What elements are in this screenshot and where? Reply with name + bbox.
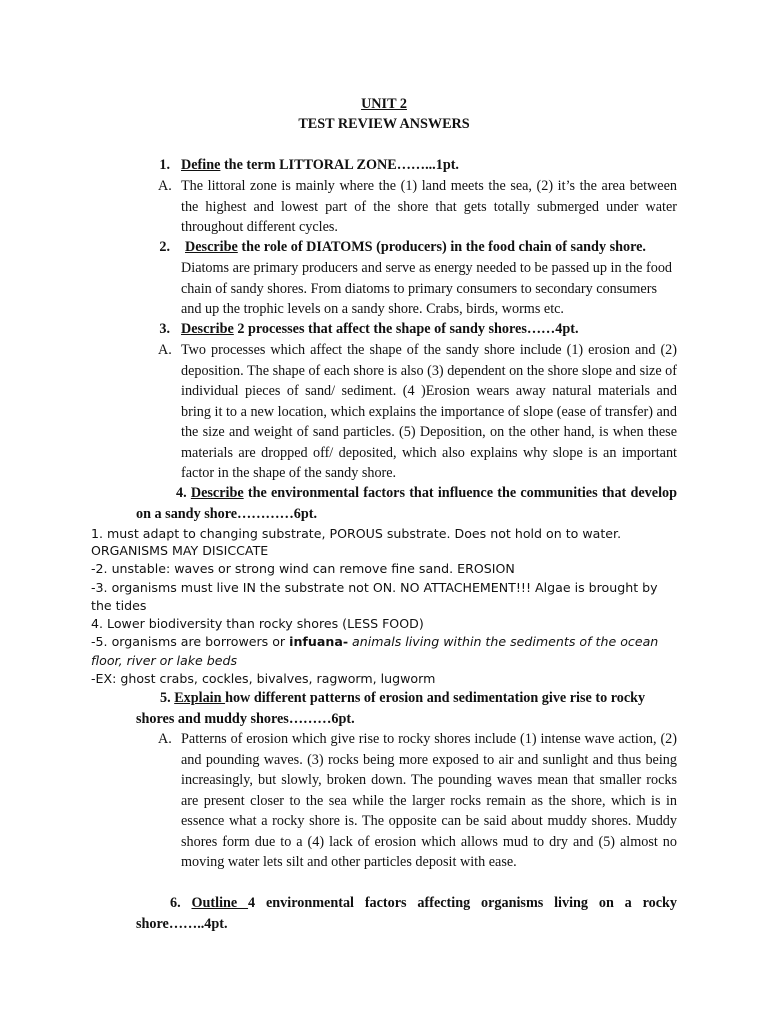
q5-prompt-text: how different patterns of erosion and sedimentation give rise to rocky shores and muddy shores………6pt.: [136, 690, 646, 727]
q4-verb: Describe: [190, 485, 244, 501]
q5-number: 5.: [160, 690, 171, 706]
q4-note-2: -2. unstable: waves or strong wind can remove fine sand. EROSION: [91, 561, 515, 576]
q6-verb: Outline: [191, 895, 249, 911]
document-title: TEST REVIEW ANSWERS: [298, 116, 470, 132]
q3-number: 3.: [159, 321, 170, 337]
q5-answer: Patterns of erosion which give rise to rocky shores include (1) intense wave action, (2) and pounding waves. (3) rocks being more exposed to air and sunlight and thus being increasingly, but slowly, broken down. The pounding waves mean that smaller rocks are present closer to the sea while the larger rocks remain as the shore, which is in essence what a rocky shore is. The opposite can be said about muddy shores. Muddy shores form due to a (4) lack of erosion which allows mud to dry and (5) almost no moving water lets silt and other particles deposit with ease.: [181, 731, 677, 870]
q6-number: 6.: [170, 895, 181, 911]
q2-verb: Describe: [185, 239, 238, 255]
q1-answer-letter: A.: [158, 178, 172, 194]
q3-answer: Two processes which affect the shape of the sandy shore include (1) erosion and (2) deposition. The shape of each shore is also (3) dependent on the shore slope and size of individual pieces of sand/ sediment. (4 )Erosion wears away natural materials and bring it to a new location, which explains the importance of slope (ease of transfer) and the size and weight of sand particles. (5) Deposition, on the other hand, is when these materials are dropped off/ deposited, which also explains why slope is an important factor in the shape of the sandy shore.: [181, 342, 677, 481]
q4-note-5b: floor, river or lake beds: [91, 653, 238, 668]
q1-verb: Define: [181, 157, 221, 173]
q6-prompt-text: 4 environmental factors affecting organisms living on a rocky shore……..4pt.: [136, 895, 677, 932]
q3-prompt-text: 2 processes that affect the shape of sandy shores……4pt.: [233, 321, 579, 337]
q5-verb: Explain: [174, 690, 226, 706]
q3-prompt: [181, 319, 681, 340]
q4-prompt-text: the environmental factors that influence the communities that develop on a sandy shore…………6pt.: [136, 485, 677, 522]
q5-answer-letter: A.: [158, 731, 172, 747]
q5-prompt: [136, 688, 681, 729]
q4-note-6: -EX: ghost crabs, cockles, bivalves, ragworm, lugworm: [91, 671, 436, 686]
q2-prompt-text: the role of DIATOMS (producers) in the food chain of sandy shore.: [237, 239, 646, 255]
q2-number: 2.: [159, 239, 170, 255]
q4-note-5-definition: animals living within the sediments of the ocean: [348, 634, 659, 649]
q4-note-5-term: infuana-: [289, 634, 349, 649]
q4-note-4: 4. Lower biodiversity than rocky shores (LESS FOOD): [91, 616, 424, 631]
q1-prompt: [181, 155, 681, 176]
q4-note-3: -3. organisms must live IN the substrate not ON. NO ATTACHEMENT!!! Algae is brought by: [91, 580, 658, 595]
q1-number: 1.: [159, 157, 170, 173]
q4-number: 4.: [176, 485, 187, 501]
q4-note-3b: the tides: [91, 598, 147, 613]
q2-prompt: [185, 237, 685, 258]
q6-prompt: [136, 893, 677, 934]
q4-note-5-prefix: -5. organisms are borrowers or: [91, 634, 290, 649]
q2-answer: Diatoms are primary producers and serve as energy needed to be passed up in the food chain of sandy shores. From diatoms to primary consumers to secondary consumers and up the trophic levels on a sandy shore. Crabs, birds, worms etc.: [181, 260, 673, 317]
q1-prompt-text: the term LITTORAL ZONE……...1pt.: [220, 157, 459, 173]
q3-verb: Describe: [181, 321, 234, 337]
q4-note-1b: ORGANISMS MAY DISICCATE: [91, 543, 269, 558]
q4-prompt: [136, 483, 677, 524]
q1-answer: The littoral zone is mainly where the (1) land meets the sea, (2) it’s the area between the highest and lowest part of the shore that gets totally submerged under water throughout different cycles.: [181, 178, 677, 235]
unit-title: UNIT 2: [361, 96, 407, 112]
q4-note-5: [91, 633, 691, 651]
q4-note-1: 1. must adapt to changing substrate, POROUS substrate. Does not hold on to water.: [91, 526, 622, 541]
q3-answer-letter: A.: [158, 342, 172, 358]
